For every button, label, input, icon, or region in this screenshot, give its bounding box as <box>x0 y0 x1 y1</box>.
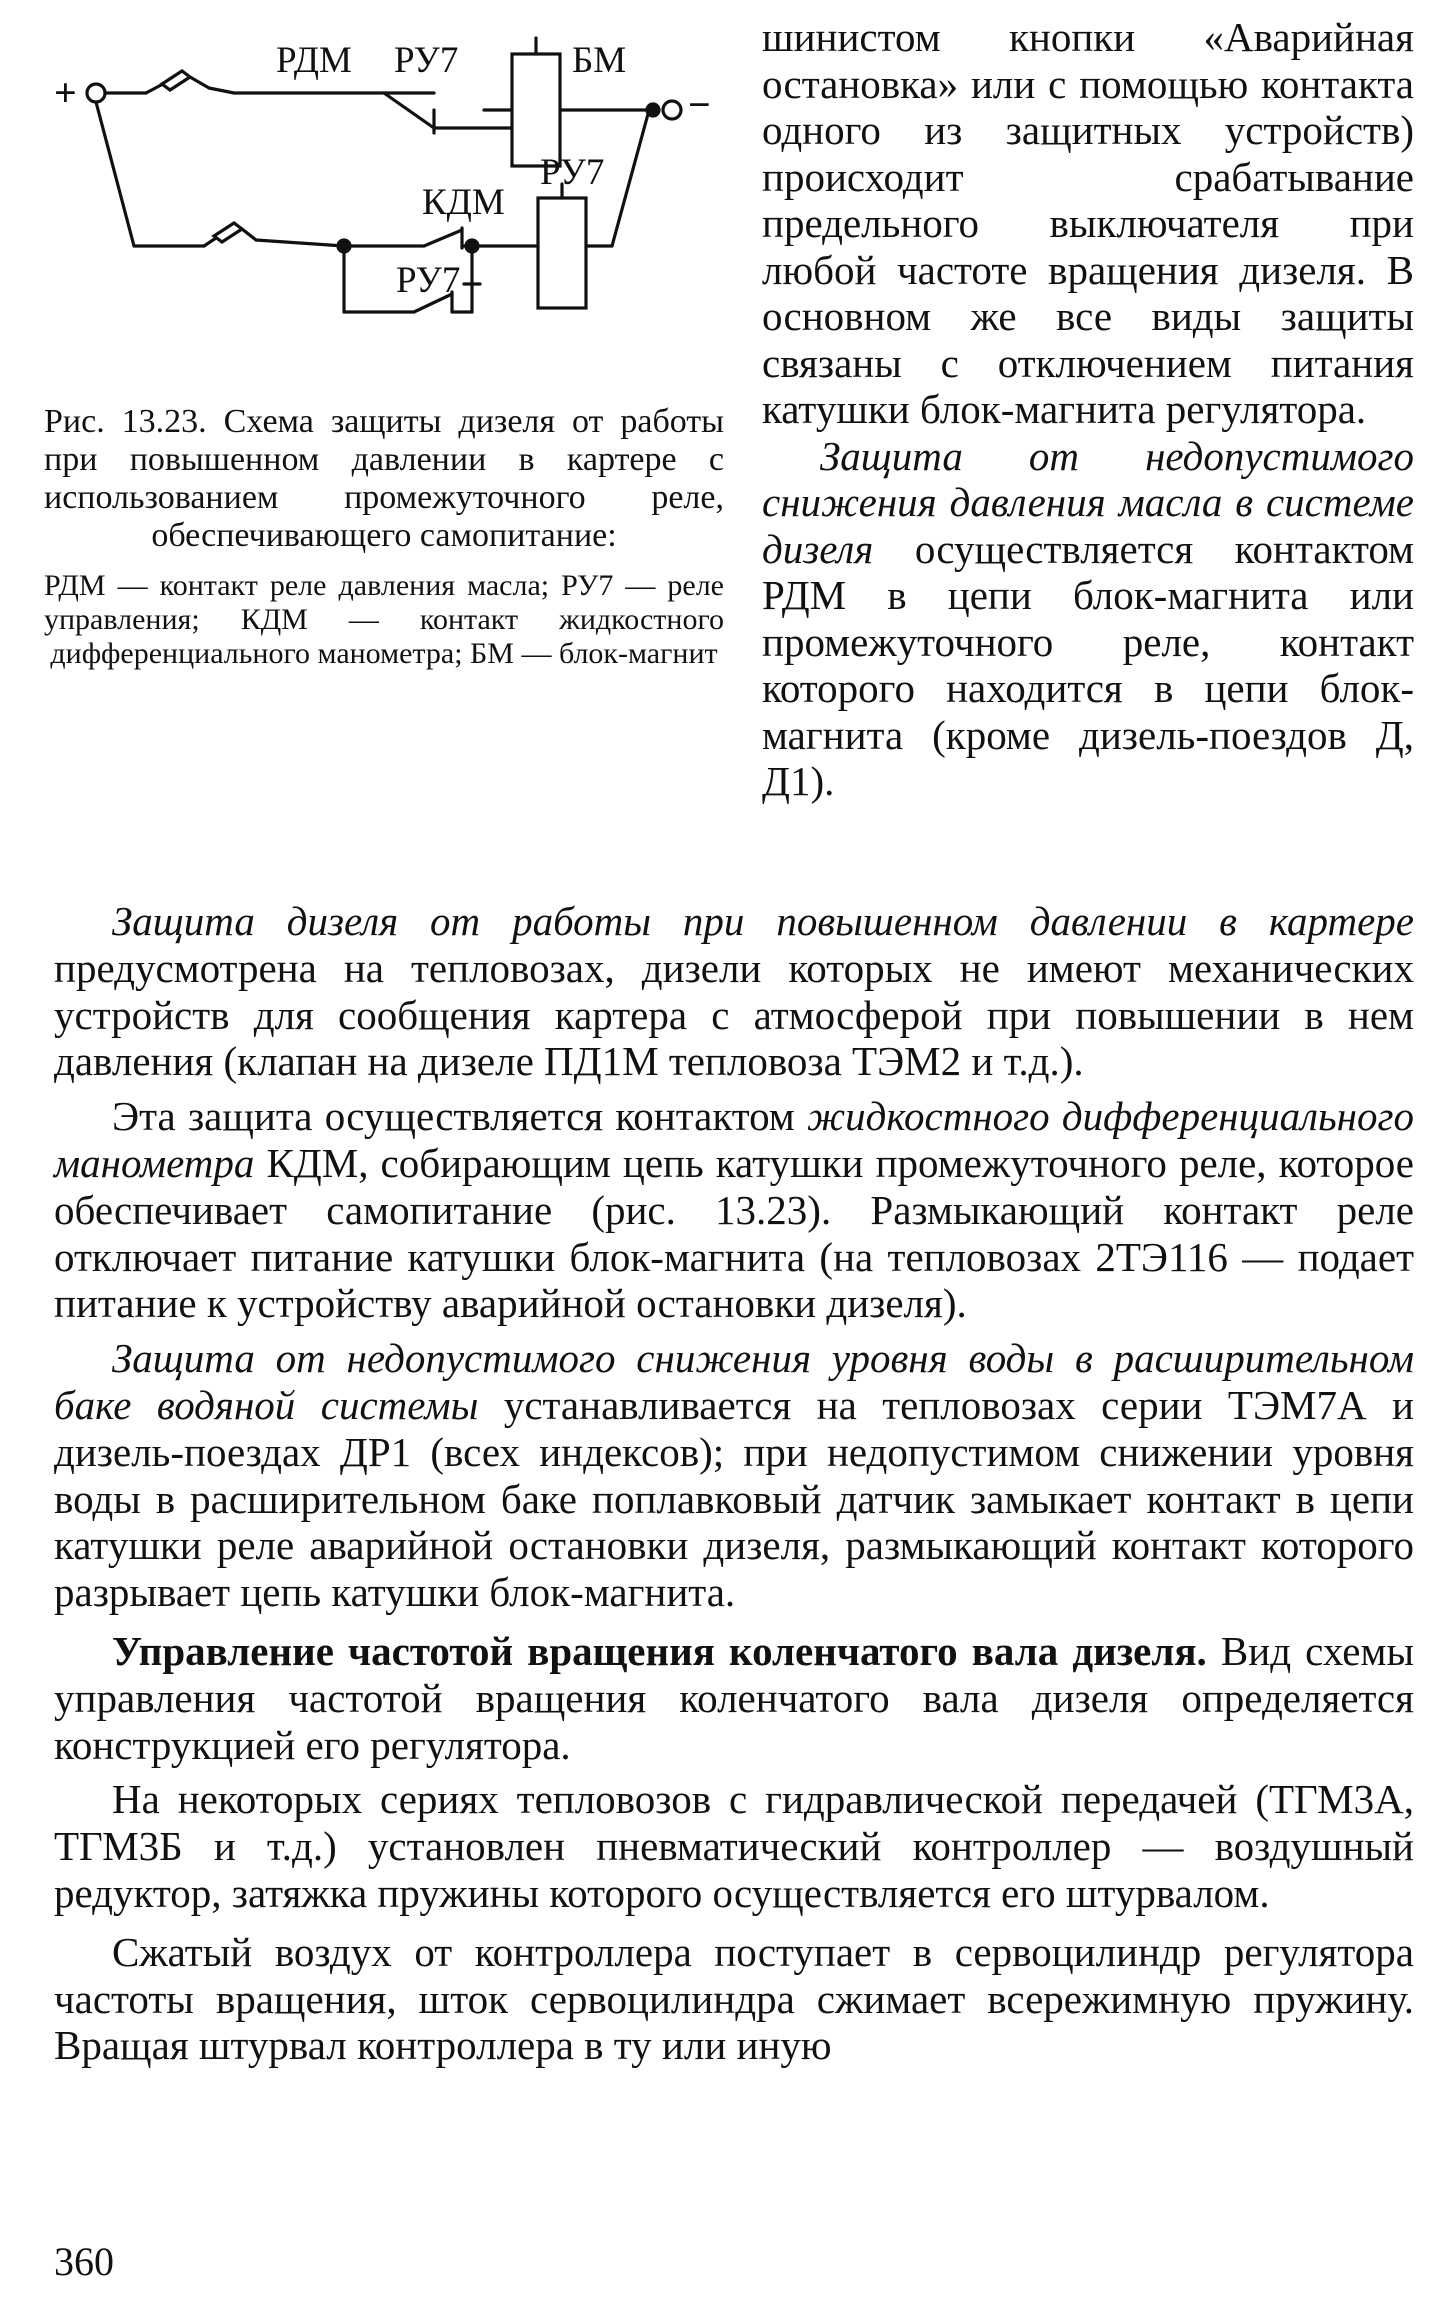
italic-term: Защита от недопустимого снижения давления масла в системе дизеля <box>762 432 1414 572</box>
paragraph-text: Вид схемы управления частотой вращения коленчатого вала дизеля определяется конструкцией его регулятора. <box>54 1627 1414 1768</box>
label-plus: + <box>54 70 77 115</box>
italic-term: Защита дизеля от работы при повышенном давлении в картере <box>112 898 1414 944</box>
section-heading: Управление частотой вращения коленчатого вала дизеля. <box>112 1627 1207 1674</box>
paragraph <box>54 898 1414 1085</box>
label-ru7-top: РУ7 <box>394 40 459 81</box>
main-text <box>54 898 1414 2069</box>
paragraph-text: КДМ, собирающим цепь катушки промежуточного реле, которое обеспечивает самопитание (рис. 13.23). Размыкающий контакт реле отключает питание катушки блок-магнита (на тепловозах 2ТЭ116 — подает питание к устройству аварийной остановки дизеля). <box>54 1139 1414 1327</box>
paragraph: шинистом кнопки «Аварийная остановка» или с помощью контакта одного из защитных устройств) происходит срабатывание предельного выключателя при любой частоте вращения дизеля. В основном же все виды защиты связаны с отключением питания катушки блок-магнита регулятора. <box>762 14 1414 432</box>
paragraph <box>762 433 1414 805</box>
caption-title: Рис. 13.23. Схема защиты дизеля от работы при повышенном давлении в картере с использованием промежуточного реле, обеспечивающего самопитание: <box>44 403 724 554</box>
label-kdm: КДМ <box>422 182 505 223</box>
caption-legend: РДМ — контакт реле давления масла; РУ7 — реле управления; КДМ — контакт жидкостного дифференциального манометра; БМ — блок-магнит <box>44 569 724 670</box>
plus-terminal <box>87 84 105 102</box>
paragraph-text: осуществляется контактом РДМ в цепи блок-магнита или промежуточного реле, контакт которого находится в цепи блок-магнита (кроме дизель-поездов Д, Д1). <box>762 525 1414 804</box>
paragraph-text: устанавливается на тепловозах серии ТЭМ7А и дизель-поездах ДР1 (всех индексов); при недопустимом снижении уровня воды в расширительном баке поплавковый датчик замыкает контакт в цепи катушки реле аварийной остановки дизеля, размыкающий контакт которого разрывает цепь катушки блок-магнита. <box>54 1381 1414 1616</box>
figure-13-23 <box>44 18 724 818</box>
label-bm: БМ <box>572 40 627 81</box>
paragraph <box>54 1093 1414 1327</box>
paragraph: Сжатый воздух от контроллера поступает в сервоцилиндр регулятора частоты вращения, шток сервоцилиндра сжимает всережимную пружину. Вращая штурвал контроллера в ту или иную <box>54 1928 1414 2069</box>
label-rdm: РДМ <box>276 40 352 81</box>
paragraph: На некоторых сериях тепловозов с гидравлической передачей (ТГМ3А, ТГМ3Б и т.д.) установлен пневматический контроллер — воздушный редуктор, затяжка пружины которого осуществляется его штурвалом. <box>54 1776 1414 1916</box>
paragraph-text: предусмотрена на тепловозах, дизели которых не имеют механических устройств для сообщения картера с атмосферой при повышении в нем давления (клапан на дизеле ПД1М тепловоза ТЭМ2 и т.д.). <box>54 944 1414 1085</box>
bm-coil <box>512 54 560 166</box>
label-minus: − <box>688 82 711 127</box>
page-number: 360 <box>54 2239 114 2284</box>
ru7-coil <box>538 198 586 308</box>
paragraph <box>54 1628 1414 1768</box>
circuit-diagram <box>44 18 724 398</box>
label-ru7-right: РУ7 <box>540 152 605 193</box>
italic-term: жидкостного дифференциального манометра <box>54 1093 1414 1186</box>
paragraph-text: Эта защита осуществляется контактом <box>112 1093 808 1140</box>
paragraph <box>54 1335 1414 1616</box>
italic-term: Защита от недопустимого снижения уровня воды в расширительном баке водяной системы <box>54 1335 1414 1428</box>
minus-terminal <box>663 101 681 119</box>
figure-caption <box>44 403 724 671</box>
label-ru7-bottom: РУ7 <box>396 260 461 301</box>
right-column <box>762 14 1414 805</box>
